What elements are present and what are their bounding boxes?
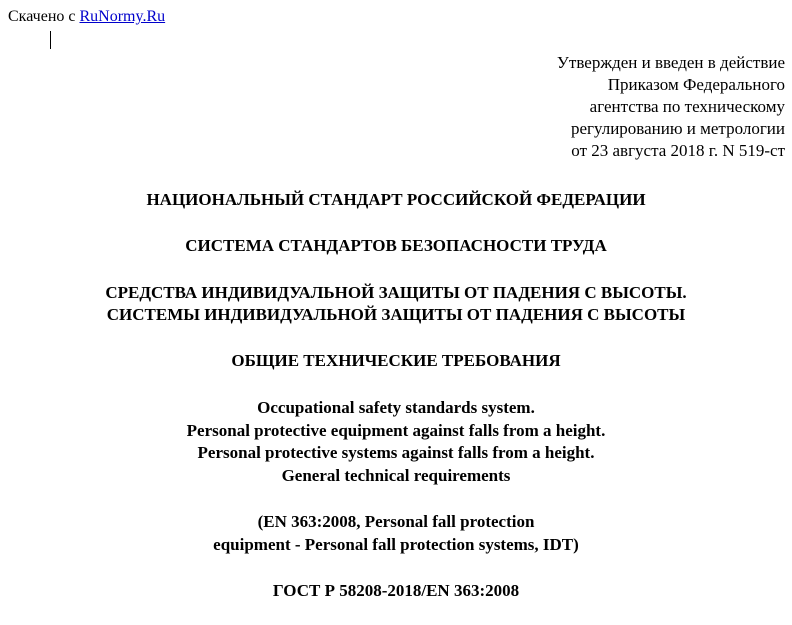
- source-line: [8, 7, 165, 26]
- national-standard-heading: НАЦИОНАЛЬНЫЙ СТАНДАРТ РОССИЙСКОЙ ФЕДЕРАЦИИ: [146, 190, 646, 209]
- identity-statement: [0, 511, 792, 556]
- approval-block: [465, 52, 785, 162]
- english-title-line: Personal protective systems against falls from a height.: [197, 443, 595, 462]
- approval-line: регулированию и метрологии: [570, 119, 785, 138]
- identity-line: (EN 363:2008, Personal fall protection: [257, 512, 535, 531]
- approval-line: Утвержден и введен в действие: [556, 53, 785, 72]
- english-title-line: Occupational safety standards system.: [257, 398, 535, 417]
- approval-line: Приказом Федерального: [607, 75, 785, 94]
- standard-designation: ГОСТ Р 58208-2018/EN 363:2008: [272, 581, 520, 600]
- english-title-line: General technical requirements: [281, 465, 511, 485]
- english-title-line: Personal protective equipment against falls from a height.: [186, 420, 606, 440]
- source-prefix: Скачено с: [8, 8, 80, 25]
- subject-heading: [0, 282, 792, 326]
- identity-line: equipment - Personal fall protection systems, IDT): [213, 534, 579, 554]
- approval-line: от 23 августа 2018 г. N 519-ст: [571, 141, 785, 160]
- english-title: [0, 397, 792, 487]
- subject-line: СИСТЕМЫ ИНДИВИДУАЛЬНОЙ ЗАЩИТЫ ОТ ПАДЕНИЯ С ВЫСОТЫ: [106, 305, 686, 324]
- requirements-heading: ОБЩИЕ ТЕХНИЧЕСКИЕ ТРЕБОВАНИЯ: [231, 351, 561, 370]
- subject-line: СРЕДСТВА ИНДИВИДУАЛЬНОЙ ЗАЩИТЫ ОТ ПАДЕНИЯ С ВЫСОТЫ.: [105, 283, 687, 302]
- approval-line: агентства по техническому: [589, 97, 785, 116]
- source-link[interactable]: RuNormy.Ru: [79, 8, 166, 25]
- system-heading: СИСТЕМА СТАНДАРТОВ БЕЗОПАСНОСТИ ТРУДА: [185, 236, 607, 255]
- text-cursor: [50, 31, 51, 49]
